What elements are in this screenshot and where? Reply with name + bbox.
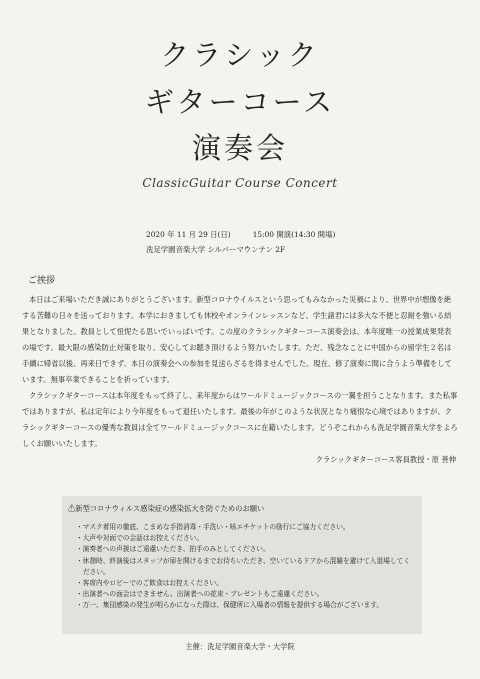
event-date: 2020 年 11 月 29 日(日)	[146, 230, 231, 239]
notice-item: ・出演者への面会はできません。出演者への花束・プレゼントもご遠慮ください。	[76, 590, 324, 599]
notice-item: ・客席内やロビーでのご飲食はお控えください。	[76, 579, 223, 588]
notice-list	[76, 522, 416, 612]
title-line-3: 演奏会	[191, 131, 288, 165]
notice-item: ・大声や対面での会話はお控えください。	[76, 534, 204, 543]
title-line-2: ギターコース	[144, 85, 336, 119]
greeting-heading: ご挨拶	[28, 276, 56, 286]
notice-item: ・万一、集団感染の発生が明らかになった際は、保健所に入場者の情報を提供する場合がございます。	[76, 601, 384, 610]
greeting-paragraph-2: クラシックギターコースは本年度をもって終了し、来年度からはワールドミュージックコースの一翼を担うことなります。また私事ではありますが、私は定年により今年度をもって退任いたします。最後の年がこのような状況となり痛恨な心境ではありますが、クラシックギターコースの優秀な教員は全てワールドミュージックコースに在籍いたします。どうぞこれからも洗足学園音楽大学をよろしくお願いいたします。	[22, 391, 458, 448]
greeting-paragraph-1: 本日はご来場いただき誠にありがとうございます。新型コロナウイルスという思ってもみなかった災禍により、世界中が想像を絶する苦難の日々を送っております。本学におきましても休校やオンラインレッスンなど、学生諸君には多大な不便と忍耐を強いる結果となりました。教員として忸怩たる思いでいっぱいです。この度のクラシックギターコース演奏会は、本年度唯一の授業成果発表の場です。最大限の感染防止対策を取り、安心してお聴き頂けるよう努力いたします。ただ、残念なことに中国からの留学生２名は手續に帰省以後、再来日できず、本日の演奏会への参加を見送らざるを得ませんでした。現在、修了演奏に間に合うよう準備をしています。無事卒業できることを祈っています。	[22, 295, 452, 384]
event-venue: 洗足学園音楽大学 シルバーマウンテン 2F	[146, 245, 286, 254]
notice-item: ・マスク着用の徹底、こまめな手指消毒・手洗い・咳エチケットの励行にご協力ください。	[76, 523, 350, 531]
organizer-footer: 主催：洗足学園音楽大学・大学院	[185, 642, 295, 651]
notice-item: ・演奏者への声援はご遠慮いただき、拍手のみとしてください。	[76, 545, 270, 554]
notice-item: ・休憩時、終演後はスタッフが扉を開けるまでお待ちいただき、空いているドアから混雑を避けて入退場してください。	[76, 556, 410, 576]
english-subtitle: ClassicGuitar Course Concert	[142, 176, 338, 190]
covid-notice-box	[62, 496, 422, 634]
notice-heading: ⚠新型コロナウィルス感染症の感染拡大を防ぐためのお願い	[68, 504, 265, 513]
event-time: 15:00 開演(14:30 開場)	[252, 230, 336, 239]
event-datetime	[146, 229, 335, 240]
greeting-signature: クラシックギターコース客員教授・原 善伸	[315, 455, 456, 464]
greeting-body	[22, 292, 458, 468]
title-line-1: クラシック	[160, 38, 320, 72]
